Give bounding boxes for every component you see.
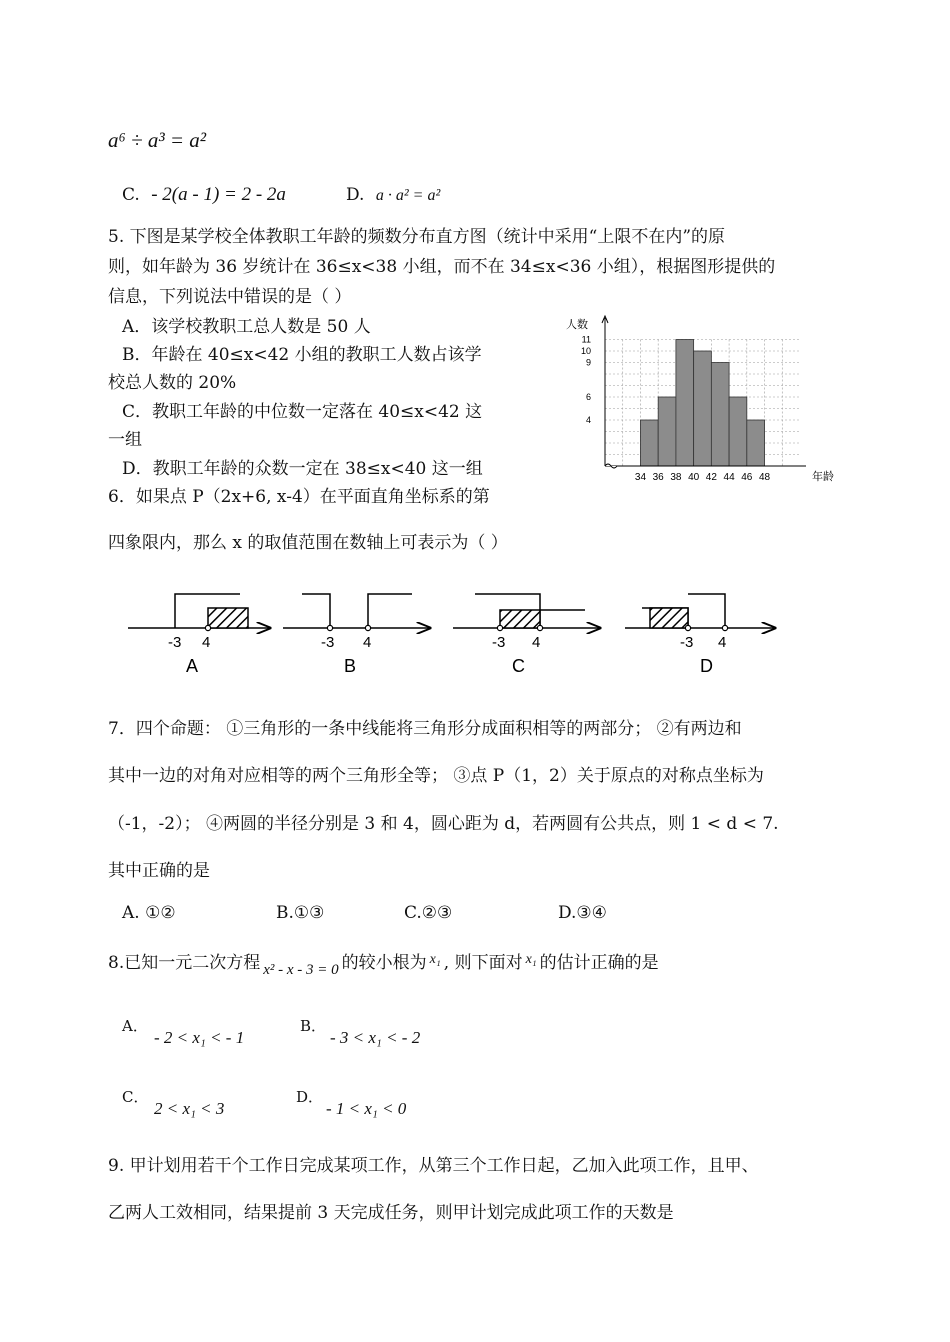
histogram-bar-34-36	[640, 420, 658, 466]
q7-line-4: 其中正确的是	[108, 861, 210, 881]
q4-option-c	[122, 182, 286, 208]
q5-option-d: D．教职工年龄的众数一定在 38≤x<40 这一组	[122, 459, 483, 479]
age-histogram	[560, 310, 850, 490]
endpoint-c-2	[537, 625, 542, 630]
q8-option-a-math: - 2 < x₁ < - 1	[154, 1028, 245, 1047]
q8-x1-b: x₁	[525, 952, 537, 967]
q8-x1-a: x₁	[429, 952, 441, 967]
q7-line-1: 7．四个命题： ①三角形的一条中线能将三角形分成面积相等的两部分； ②有两边和	[108, 719, 742, 739]
option-label-b: B	[344, 656, 357, 676]
q7-line-3: （-1，-2）； ④两圆的半径分别是 3 和 4，圆心距为 d，若两圆有公共点，则 1 < d < 7.	[108, 814, 779, 834]
y-tick-label-11: 11	[581, 334, 591, 345]
q8-option-d-math: - 1 < x₁ < 0	[326, 1099, 407, 1118]
tick-label-b-2: 4	[363, 634, 372, 651]
q5-option-a: A．该学校教职工总人数是 50 人	[122, 317, 371, 337]
x-tick-label-40: 40	[688, 472, 700, 483]
x-tick-label-42: 42	[705, 472, 717, 483]
q5-stem-line-2: 则，如年龄为 36 岁统计在 36≤x<38 小组，而不在 34≤x<36 小组），根据图形提供的	[108, 257, 776, 277]
q6-stem-line-1: 6．如果点 P（2x+6, x-4）在平面直角坐标系的第	[108, 487, 490, 507]
q4-option-b-math: a⁶ ÷ a³ = a²	[108, 128, 207, 152]
q8-option-c-math: 2 < x₁ < 3	[154, 1099, 225, 1118]
number-line-option-c[interactable]	[453, 594, 600, 676]
x-tick-label-44: 44	[723, 472, 735, 483]
x-tick-label-48: 48	[758, 472, 771, 483]
q8-stem-d: 的估计正确的是	[539, 953, 659, 973]
histogram-bar-44-46	[729, 397, 747, 466]
shaded-region-a	[208, 608, 248, 628]
y-tick-label-10: 10	[580, 346, 591, 356]
histogram-bars	[640, 340, 764, 467]
histogram-bar-42-44	[711, 363, 729, 467]
option-label-d: D	[700, 656, 713, 676]
q8-stem-a: 8.已知一元二次方程	[108, 953, 261, 973]
q9-line-2: 乙两人工效相同，结果提前 3 天完成任务，则甲计划完成此项工作的天数是	[108, 1203, 674, 1223]
endpoint-a	[205, 625, 210, 630]
endpoint-b-2	[365, 625, 370, 630]
tick-label-b-1: -3	[321, 634, 335, 651]
region-bracket-b-right	[368, 594, 412, 628]
histogram-bar-46-48	[747, 420, 765, 466]
number-line-options	[120, 585, 790, 680]
q6-stem-line-2: 四象限内，那么 x 的取值范围在数轴上可表示为（ ）	[108, 533, 508, 553]
q8-stem-c: , 则下面对	[443, 953, 523, 973]
x-tick-label-34: 34	[634, 472, 647, 483]
tick-label-d-2: 4	[718, 634, 727, 651]
y-tick-label-4: 4	[585, 415, 591, 425]
endpoint-c-1	[497, 625, 502, 630]
tick-label-d-1: -3	[680, 634, 694, 651]
shaded-region-d	[650, 608, 688, 628]
number-line-option-b[interactable]	[283, 594, 430, 676]
y-tick-label-6: 6	[585, 392, 591, 402]
tick-label-c-2: 4	[532, 634, 541, 651]
q8-stem-b: 的较小根为	[341, 953, 427, 973]
q5-stem-line-1: 5. 下图是某学校全体教职工年龄的频数分布直方图（统计中采用“上限不在内”的原	[108, 227, 726, 247]
q7-option-b: B.①③	[276, 903, 325, 923]
q8-option-a-label: A．	[122, 1017, 148, 1035]
q5-option-b-line-1: B．年龄在 40≤x<42 小组的教职工人数占该学	[122, 345, 482, 365]
tick-label-c-1: -3	[492, 634, 506, 651]
option-label-c: C	[512, 656, 525, 676]
y-axis-title: 人数	[566, 319, 588, 331]
endpoint-b-1	[327, 625, 332, 630]
number-line-option-d[interactable]	[625, 594, 775, 676]
q4-option-d-label: D.	[346, 185, 365, 205]
q5-option-b-line-2: 校总人数的 20%	[108, 373, 237, 393]
q5-option-c-line-1: C．教职工年龄的中位数一定落在 40≤x<42 这	[122, 402, 483, 422]
q4-option-d-math: a · a² = a²	[375, 187, 441, 204]
q7-option-d: D.③④	[558, 903, 607, 923]
q7-option-a: A. ①②	[122, 903, 176, 923]
q5-option-c-line-2: 一组	[108, 430, 142, 450]
number-line-option-a[interactable]	[128, 594, 270, 676]
q8-equation: x² - x - 3 = 0	[263, 962, 339, 978]
q4-option-d	[346, 182, 440, 209]
q8-option-c-label: C．	[122, 1088, 149, 1106]
q7-option-c: C.②③	[404, 903, 453, 923]
q8-option-b-math: - 3 < x₁ < - 2	[330, 1028, 421, 1047]
y-tick-label-9: 9	[585, 357, 591, 368]
endpoint-d-1	[685, 625, 690, 630]
q8-stem	[108, 950, 659, 978]
axis-break-mark	[605, 464, 617, 468]
q4-option-c-math: - 2(a - 1) = 2 - 2a	[151, 184, 286, 205]
tick-label-a-1: -3	[168, 634, 182, 651]
x-axis-title: 年龄	[812, 471, 834, 483]
q9-line-1: 9. 甲计划用若干个工作日完成某项工作，从第三个工作日起，乙加入此项工作，且甲、	[108, 1156, 759, 1176]
option-label-a: A	[186, 656, 199, 676]
histogram-bar-36-38	[658, 397, 676, 466]
tick-label-a-2: 4	[202, 634, 211, 651]
q7-line-2: 其中一边的对角对应相等的两个三角形全等； ③点 P（1，2）关于原点的对称点坐标为	[108, 766, 764, 786]
histogram-bar-38-40	[676, 340, 694, 467]
x-tick-label-36: 36	[652, 472, 664, 483]
region-bracket-b-left	[302, 594, 330, 628]
q4-option-c-label: C.	[122, 185, 140, 205]
x-tick-label-38: 38	[670, 472, 682, 483]
q5-stem-line-3: 信息，下列说法中错误的是（ ）	[108, 287, 352, 307]
histogram-bar-40-42	[694, 351, 712, 466]
q8-option-b-label: B．	[300, 1017, 327, 1035]
shaded-region-c	[500, 610, 540, 628]
x-tick-label-46: 46	[741, 472, 753, 483]
endpoint-d-2	[722, 625, 727, 630]
q8-option-d-label: D．	[296, 1088, 324, 1106]
region-bracket-d-right	[688, 594, 725, 628]
